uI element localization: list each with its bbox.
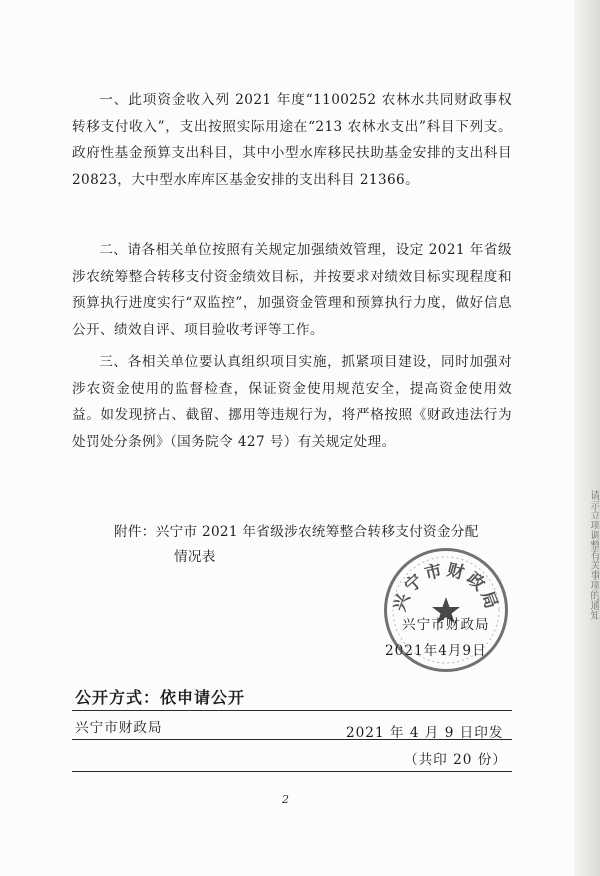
paragraph-text: 二、请各相关单位按照有关规定加强绩效管理，设定 2021 年省级涉农统筹整合转移支付资金绩效目标，并按要求对绩效目标实现程度和预算执行进度实行“双监控”，加强资金管理和预算执行力度，做好信息公开、绩效自评、项目验收考评等工作。 xyxy=(72,242,512,338)
paragraph-text: 三、各相关单位要认真组织项目实施，抓紧项目建设，同时加强对涉农资金使用的监督检查，保证资金使用规范安全，提高资金使用效益。如发现挤占、截留、挪用等违规行为，将严格按照《财政违法行为处罚处分条例》（国务院令 427 号）有关规定处理。 xyxy=(72,354,512,450)
issue-date: 2021年4月9日 xyxy=(385,643,487,659)
page-number: 2 xyxy=(282,793,289,806)
seal-text: 兴宁市财政局 xyxy=(389,560,503,615)
body-paragraph-2 xyxy=(72,237,512,343)
paragraph-text: 一、此项资金收入列 2021 年度“1100252 农林水共同财政事权转移支付收入”，支出按照实际用途在“213 农林水支出”科目下列支。政府性基金预算支出科目，其中小型水库移民扶助基金安排的支出科目 20823，大中型水库库区基金安排的支出科目 21366。 xyxy=(72,92,512,188)
print-copies: （共印 20 份） xyxy=(404,752,507,768)
footer-rule-middle xyxy=(72,739,512,740)
footer-print-date: 2021 年 4 月 9 日印发 xyxy=(346,725,504,741)
issuer-name: 兴宁市财政局 xyxy=(402,617,490,633)
attachment-title-line-1: 兴宁市 2021 年省级涉农统筹整合转移支付资金分配 xyxy=(155,524,479,540)
adjacent-page-edge xyxy=(574,0,600,876)
official-seal xyxy=(384,548,508,672)
attachment-title-line-2: 情况表 xyxy=(174,549,216,565)
seal-graphic xyxy=(387,551,505,669)
adjacent-page-text: 请示立项调整有关事项的通知 xyxy=(588,490,599,620)
body-paragraph-3 xyxy=(72,349,512,455)
body-paragraph-1 xyxy=(72,87,512,193)
footer-rule-bottom xyxy=(72,771,512,772)
attachment-label: 附件： xyxy=(114,524,156,540)
star-icon xyxy=(432,597,460,624)
footer-issuer: 兴宁市财政局 xyxy=(75,720,163,736)
disclosure-method: 公开方式：依申请公开 xyxy=(75,688,246,707)
footer-rule-top xyxy=(72,710,512,711)
